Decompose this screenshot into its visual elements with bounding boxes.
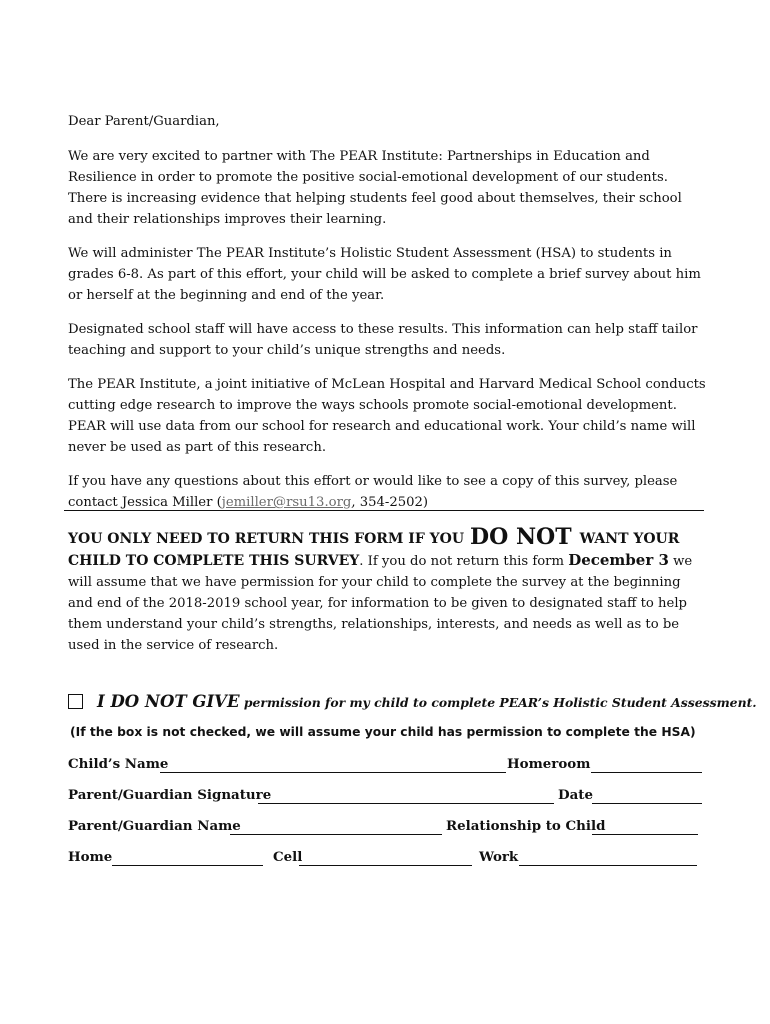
homeroom-label: Homeroom [507, 756, 591, 772]
paragraph-partnership: We are very excited to partner with The PEAR Institute: Partnerships in Education and Resilience in order to promote the positive social-emotional development of our students. There is increasing evidence that helping students feel good about themselves, their school and their relationships improves their learning. [68, 149, 682, 227]
notice-text-2: we will assume that we have permission for your child to complete the survey at the beginning and end of the 2018-2019 school year, for information to be given to designated staff to help them understand your child’s strengths, relationships, interests, and needs as well as to be used in the service of research. [68, 554, 693, 653]
section-divider [64, 510, 704, 511]
opt-out-text: permission for my child to complete PEAR’s Holistic Student Assessment. [239, 695, 757, 710]
guardian-name-field[interactable] [230, 834, 442, 835]
opt-out-lead: I DO NOT GIVE [97, 692, 240, 711]
childs-name-field[interactable] [160, 772, 506, 773]
paragraph-research: The PEAR Institute, a joint initiative of McLean Hospital and Harvard Medical School conducts cutting edge research to improve the ways schools promote social-emotional development. PEAR will use data from our school for research and educational work. Your child’s name will never be used as part of this research. [68, 377, 706, 455]
form-row-phones [68, 849, 708, 871]
date-field[interactable] [592, 803, 702, 804]
notice-text-1: . If you do not return this form [359, 554, 569, 569]
homeroom-field[interactable] [591, 772, 702, 773]
relationship-label: Relationship to Child [446, 818, 606, 834]
salutation: Dear Parent/Guardian, [68, 114, 220, 129]
home-phone-label: Home [68, 849, 113, 865]
return-notice [68, 524, 708, 656]
opt-out-statement [68, 690, 757, 716]
relationship-field[interactable] [592, 834, 698, 835]
contact-email-link[interactable]: jemiller@rsu13.org [221, 495, 352, 510]
paragraph-contact [68, 471, 708, 513]
form-row-child [68, 756, 708, 778]
date-label: Date [558, 787, 593, 803]
work-phone-field[interactable] [519, 865, 697, 866]
work-phone-label: Work [479, 849, 519, 865]
signature-label: Parent/Guardian Signature [68, 787, 272, 803]
notice-caps-2: WANT YOUR CHILD TO COMPLETE THIS SURVEY [68, 531, 680, 569]
letter-body [68, 111, 708, 513]
notice-caps-1: YOU ONLY NEED TO RETURN THIS FORM IF YOU [68, 531, 465, 547]
cell-phone-label: Cell [273, 849, 303, 865]
opt-out-note: (If the box is not checked, we will assume your child has permission to complete the HSA) [70, 725, 696, 739]
form-row-signature [68, 787, 708, 809]
cell-phone-field[interactable] [299, 865, 472, 866]
opt-out-checkbox[interactable] [68, 694, 83, 709]
home-phone-field[interactable] [112, 865, 263, 866]
contact-text: If you have any questions about this effort or would like to see a copy of this survey, please contact Jessica Miller ( [68, 474, 678, 510]
form-row-guardian [68, 818, 708, 840]
notice-deadline: December 3 [568, 551, 669, 569]
signature-field[interactable] [258, 803, 554, 804]
guardian-name-label: Parent/Guardian Name [68, 818, 241, 834]
paragraph-assessment: We will administer The PEAR Institute’s Holistic Student Assessment (HSA) to students in grades 6-8. As part of this effort, your child will be asked to complete a brief survey about him or herself at the beginning and end of the year. [68, 246, 701, 303]
childs-name-label: Child’s Name [68, 756, 169, 772]
notice-do-not: DO NOT [470, 524, 572, 550]
contact-phone: , 354-2502) [351, 495, 429, 510]
paragraph-staff-access: Designated school staff will have access to these results. This information can help staff tailor teaching and support to your child’s unique strengths and needs. [68, 322, 698, 358]
